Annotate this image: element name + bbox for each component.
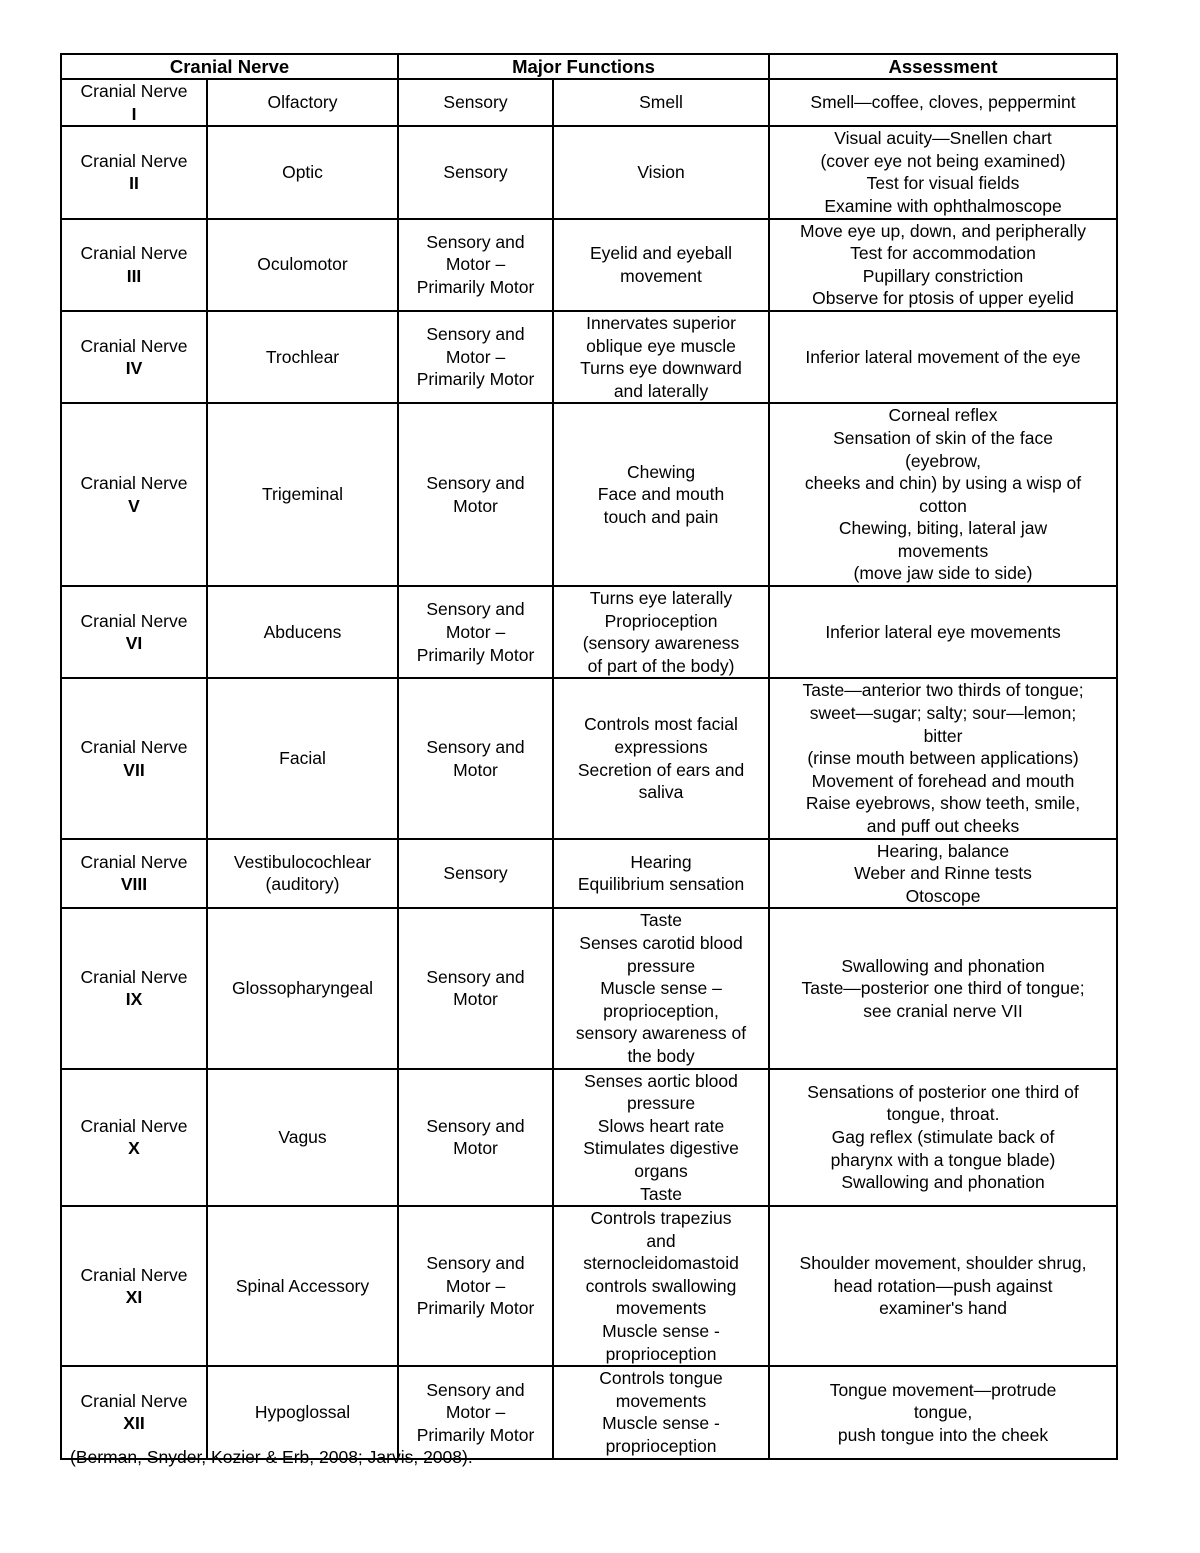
nerve-label: Cranial Nerve xyxy=(80,851,188,872)
nerve-numeral: VI xyxy=(125,633,143,654)
function-cell: Turns eye laterally Proprioception (sensory awareness of part of the body) xyxy=(553,586,769,678)
table-row xyxy=(61,839,1117,909)
assessment-cell: Hearing, balance Weber and Rinne tests Otoscope xyxy=(769,839,1117,909)
nerve-number-cell xyxy=(61,1206,207,1366)
assessment-cell: Taste—anterior two thirds of tongue; sweet—sugar; salty; sour—lemon; bitter (rinse mouth between applications) Movement of forehead and mouth Raise eyebrows, show teeth, smile, and puff out cheeks xyxy=(769,678,1117,838)
nerve-number-cell xyxy=(61,839,207,909)
nerve-numeral: XI xyxy=(125,1287,143,1308)
assessment-cell: Move eye up, down, and peripherally Test for accommodation Pupillary constriction Observe for ptosis of upper eyelid xyxy=(769,219,1117,311)
nerve-type-cell: Sensory xyxy=(398,839,553,909)
table-row xyxy=(61,79,1117,126)
assessment-cell: Smell—coffee, cloves, peppermint xyxy=(769,79,1117,126)
assessment-cell: Sensations of posterior one third of tongue, throat. Gag reflex (stimulate back of pharynx with a tongue blade) Swallowing and phonation xyxy=(769,1069,1117,1207)
nerve-name-cell: Oculomotor xyxy=(207,219,398,311)
function-cell: Smell xyxy=(553,79,769,126)
table-header-row xyxy=(61,54,1117,79)
nerve-type-cell: Sensory and Motor – Primarily Motor xyxy=(398,1206,553,1366)
nerve-numeral: X xyxy=(128,1138,140,1159)
assessment-cell: Inferior lateral eye movements xyxy=(769,586,1117,678)
table-row xyxy=(61,1366,1117,1458)
nerve-label: Cranial Nerve xyxy=(80,243,188,264)
header-cranial-nerve: Cranial Nerve xyxy=(61,54,398,79)
nerve-label: Cranial Nerve xyxy=(80,1390,188,1411)
nerve-number-cell xyxy=(61,1366,207,1458)
nerve-number-cell xyxy=(61,586,207,678)
nerve-type-cell: Sensory xyxy=(398,79,553,126)
nerve-label: Cranial Nerve xyxy=(80,335,188,356)
nerve-type-cell: Sensory xyxy=(398,126,553,218)
assessment-cell: Tongue movement—protrude tongue, push tongue into the cheek xyxy=(769,1366,1117,1458)
nerve-numeral: IX xyxy=(125,989,143,1010)
nerve-label: Cranial Nerve xyxy=(80,150,188,171)
citation: (Berman, Snyder, Kozier & Erb, 2008; Jarvis, 2008). xyxy=(70,1447,473,1467)
nerve-type-cell: Sensory and Motor xyxy=(398,403,553,586)
nerve-number-cell xyxy=(61,79,207,126)
nerve-number-cell xyxy=(61,219,207,311)
function-cell: Controls tongue movements Muscle sense - proprioception xyxy=(553,1366,769,1458)
assessment-cell: Inferior lateral movement of the eye xyxy=(769,311,1117,403)
nerve-number-cell xyxy=(61,678,207,838)
nerve-name-cell: Trochlear xyxy=(207,311,398,403)
nerve-type-cell: Sensory and Motor xyxy=(398,1069,553,1207)
function-cell: Innervates superior oblique eye muscle Turns eye downward and laterally xyxy=(553,311,769,403)
nerve-name-cell: Facial xyxy=(207,678,398,838)
function-cell: Controls most facial expressions Secretion of ears and saliva xyxy=(553,678,769,838)
function-cell: Chewing Face and mouth touch and pain xyxy=(553,403,769,586)
function-cell: Vision xyxy=(553,126,769,218)
assessment-cell: Swallowing and phonation Taste—posterior one third of tongue; see cranial nerve VII xyxy=(769,908,1117,1068)
function-cell: Controls trapezius and sternocleidomastoid controls swallowing movements Muscle sense - proprioception xyxy=(553,1206,769,1366)
nerve-label: Cranial Nerve xyxy=(80,473,188,494)
nerve-type-cell: Sensory and Motor – Primarily Motor xyxy=(398,1366,553,1458)
table-row xyxy=(61,678,1117,838)
nerve-name-cell: Abducens xyxy=(207,586,398,678)
header-assessment: Assessment xyxy=(769,54,1117,79)
assessment-cell: Corneal reflex Sensation of skin of the face (eyebrow, cheeks and chin) by using a wisp of cotton Chewing, biting, lateral jaw movements (move jaw side to side) xyxy=(769,403,1117,586)
cranial-nerve-table xyxy=(60,53,1118,1460)
nerve-name-cell: Spinal Accessory xyxy=(207,1206,398,1366)
nerve-numeral: II xyxy=(129,173,139,194)
nerve-label: Cranial Nerve xyxy=(80,736,188,757)
nerve-numeral: VIII xyxy=(120,874,148,895)
nerve-number-cell xyxy=(61,403,207,586)
nerve-name-cell: Vestibulocochlear (auditory) xyxy=(207,839,398,909)
nerve-name-cell: Optic xyxy=(207,126,398,218)
nerve-numeral: IV xyxy=(125,358,143,379)
nerve-name-cell: Vagus xyxy=(207,1069,398,1207)
assessment-cell: Visual acuity—Snellen chart (cover eye not being examined) Test for visual fields Examine with ophthalmoscope xyxy=(769,126,1117,218)
nerve-type-cell: Sensory and Motor – Primarily Motor xyxy=(398,586,553,678)
nerve-label: Cranial Nerve xyxy=(80,1264,188,1285)
nerve-number-cell xyxy=(61,908,207,1068)
table-row xyxy=(61,126,1117,218)
nerve-type-cell: Sensory and Motor xyxy=(398,678,553,838)
nerve-numeral: I xyxy=(131,103,137,124)
table-row xyxy=(61,586,1117,678)
nerve-number-cell xyxy=(61,1069,207,1207)
function-cell: Hearing Equilibrium sensation xyxy=(553,839,769,909)
nerve-label: Cranial Nerve xyxy=(80,610,188,631)
assessment-cell: Shoulder movement, shoulder shrug, head rotation—push against examiner's hand xyxy=(769,1206,1117,1366)
nerve-name-cell: Olfactory xyxy=(207,79,398,126)
nerve-numeral: III xyxy=(126,265,142,286)
table-row xyxy=(61,311,1117,403)
nerve-label: Cranial Nerve xyxy=(80,1115,188,1136)
nerve-name-cell: Hypoglossal xyxy=(207,1366,398,1458)
function-cell: Eyelid and eyeball movement xyxy=(553,219,769,311)
nerve-type-cell: Sensory and Motor – Primarily Motor xyxy=(398,219,553,311)
nerve-numeral: V xyxy=(128,495,140,516)
table-row xyxy=(61,403,1117,586)
table-row xyxy=(61,219,1117,311)
nerve-number-cell xyxy=(61,126,207,218)
header-major-functions: Major Functions xyxy=(398,54,769,79)
nerve-type-cell: Sensory and Motor – Primarily Motor xyxy=(398,311,553,403)
nerve-type-cell: Sensory and Motor xyxy=(398,908,553,1068)
nerve-label: Cranial Nerve xyxy=(80,966,188,987)
table-row xyxy=(61,908,1117,1068)
nerve-name-cell: Trigeminal xyxy=(207,403,398,586)
function-cell: Taste Senses carotid blood pressure Muscle sense – proprioception, sensory awareness of the body xyxy=(553,908,769,1068)
nerve-name-cell: Glossopharyngeal xyxy=(207,908,398,1068)
nerve-numeral: VII xyxy=(123,759,145,780)
table-row xyxy=(61,1206,1117,1366)
function-cell: Senses aortic blood pressure Slows heart rate Stimulates digestive organs Taste xyxy=(553,1069,769,1207)
nerve-numeral: XII xyxy=(123,1413,145,1434)
nerve-number-cell xyxy=(61,311,207,403)
nerve-label: Cranial Nerve xyxy=(80,81,188,101)
table-row xyxy=(61,1069,1117,1207)
